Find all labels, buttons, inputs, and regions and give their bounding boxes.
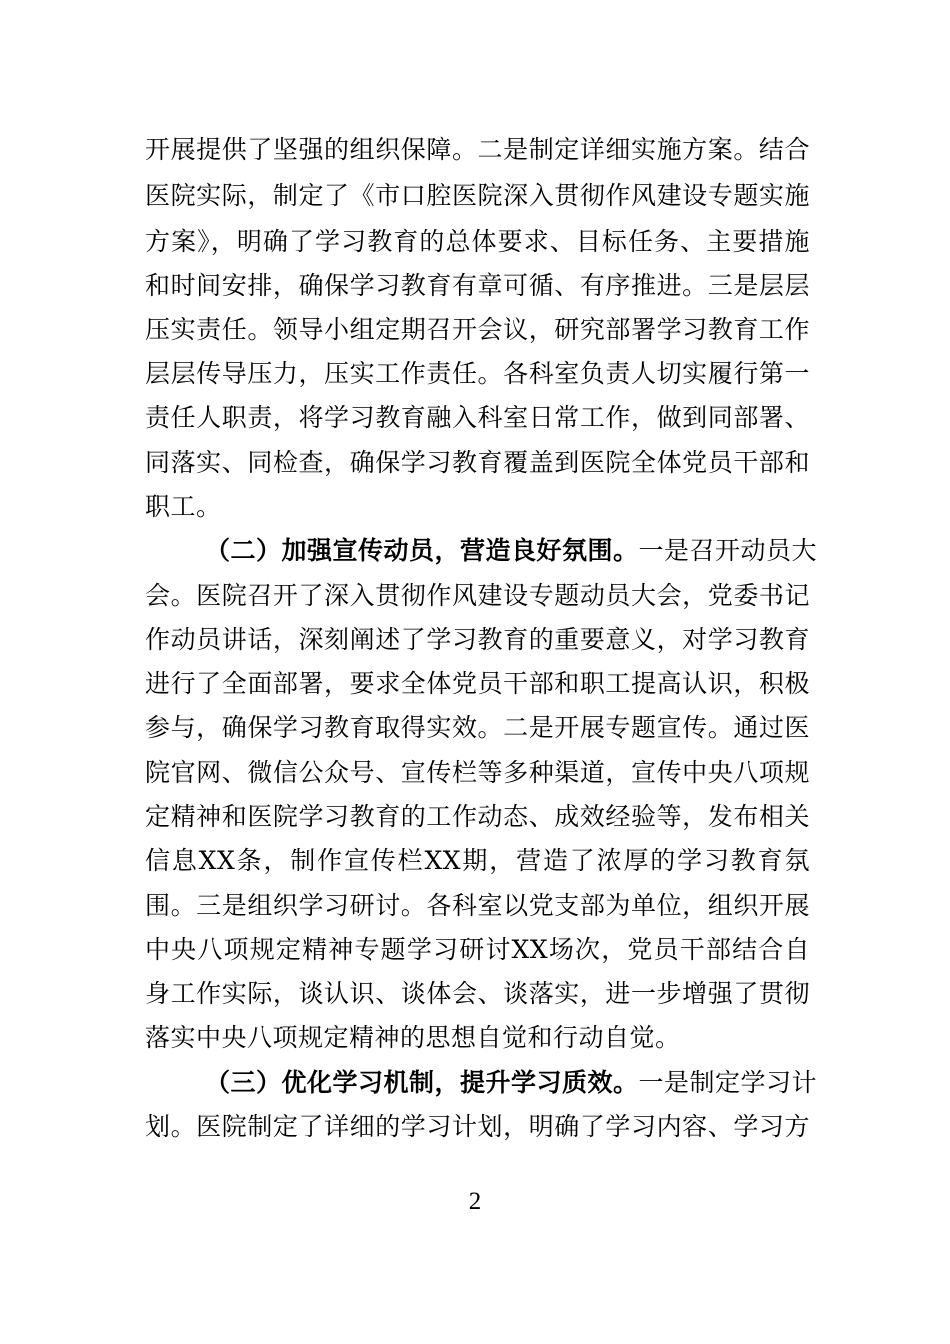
body-text-line: 层层传导压力，压实工作责任。各科室负责人切实履行第一 bbox=[145, 359, 810, 388]
body-text-line: 责任人职责，将学习教育融入科室日常工作，做到同部署、 bbox=[145, 403, 810, 432]
body-text-line: 同落实、同检查，确保学习教育覆盖到医院全体党员干部和 bbox=[145, 448, 810, 477]
body-text-line: 身工作实际，谈认识、谈体会、谈落实，进一步增强了贯彻 bbox=[145, 979, 810, 1008]
body-text-line: 职工。 bbox=[145, 492, 222, 521]
body-text-line: 方案》，明确了学习教育的总体要求、目标任务、主要措施 bbox=[145, 227, 810, 256]
body-text-line: 围。三是组织学习研讨。各科室以党支部为单位，组织开展 bbox=[145, 891, 810, 920]
body-text-line: 落实中央八项规定精神的思想自觉和行动自觉。 bbox=[145, 1023, 681, 1052]
body-text-span: 一是召开动员大 bbox=[638, 536, 818, 565]
section-heading: （二）加强宣传动员，营造良好氛围。 bbox=[205, 536, 639, 565]
body-text-line: 信息XX条，制作宣传栏XX期，营造了浓厚的学习教育氛 bbox=[145, 846, 810, 875]
section-heading-line bbox=[205, 529, 818, 573]
body-text-line: 开展提供了坚强的组织保障。二是制定详细实施方案。结合 bbox=[145, 135, 810, 164]
body-text-line: 医院实际，制定了《市口腔医院深入贯彻作风建设专题实施 bbox=[145, 181, 810, 210]
body-text-span: 一是制定学习计 bbox=[638, 1068, 818, 1097]
body-text-line: 压实责任。领导小组定期召开会议，研究部署学习教育工作 bbox=[145, 315, 810, 344]
body-text-line: 和时间安排，确保学习教育有章可循、有序推进。三是层层 bbox=[145, 271, 810, 300]
body-text-line: 作动员讲话，深刻阐述了学习教育的重要意义，对学习教育 bbox=[145, 625, 810, 654]
body-text-line: 参与，确保学习教育取得实效。二是开展专题宣传。通过医 bbox=[145, 713, 810, 742]
section-heading: （三）优化学习机制，提升学习质效。 bbox=[205, 1068, 639, 1097]
body-text-line: 中央八项规定精神专题学习研讨XX场次，党员干部结合自 bbox=[145, 935, 810, 964]
section-heading-line bbox=[205, 1061, 818, 1105]
body-text-line: 进行了全面部署，要求全体党员干部和职工提高认识，积极 bbox=[145, 669, 810, 698]
body-text-line: 定精神和医院学习教育的工作动态、成效经验等，发布相关 bbox=[145, 802, 810, 831]
page-number: 2 bbox=[468, 1188, 482, 1215]
body-text-line: 院官网、微信公众号、宣传栏等多种渠道，宣传中央八项规 bbox=[145, 758, 810, 787]
body-text-line: 划。医院制定了详细的学习计划，明确了学习内容、学习方 bbox=[145, 1112, 810, 1141]
body-text-line: 会。医院召开了深入贯彻作风建设专题动员大会，党委书记 bbox=[145, 581, 810, 610]
